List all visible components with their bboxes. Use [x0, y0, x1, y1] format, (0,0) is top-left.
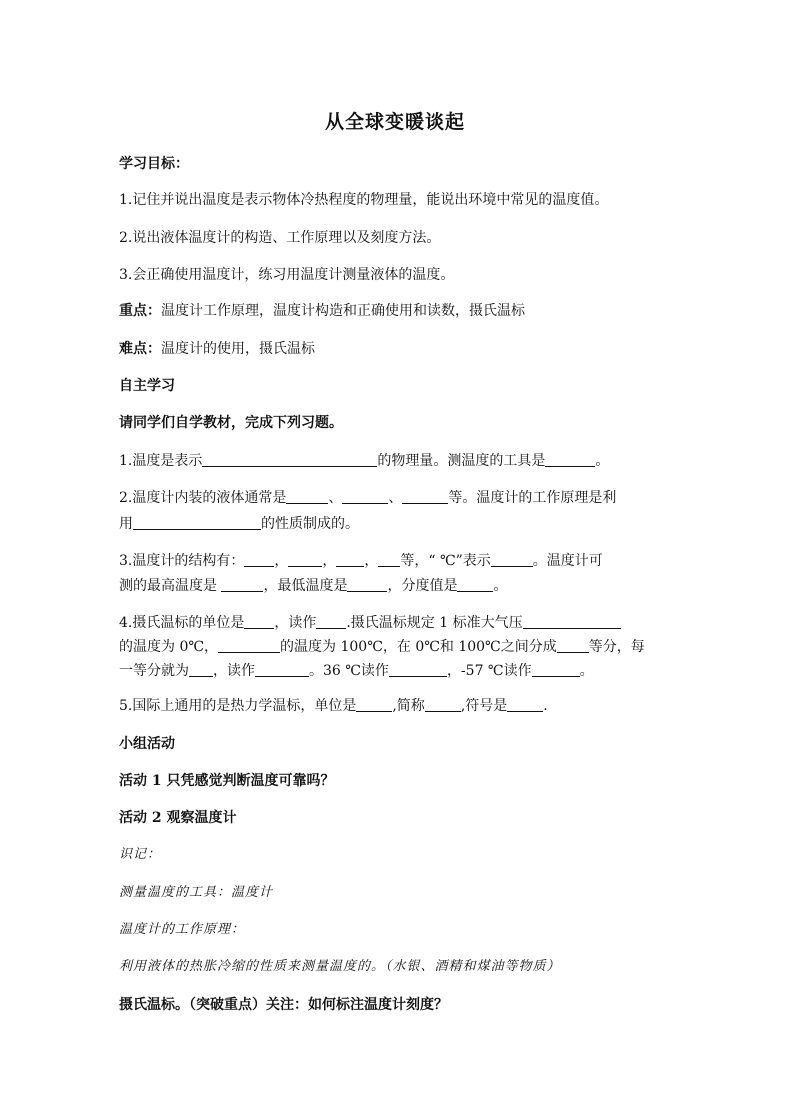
objectives-heading: 学习目标：	[119, 156, 189, 172]
exercise-text: 。36 ℃读作	[309, 663, 389, 679]
answer-blank[interactable]	[523, 613, 621, 629]
notes-principle-label: 温度计的工作原理：	[119, 922, 246, 937]
exercise-text: ，读作	[213, 663, 255, 679]
exercise-4-cont1	[119, 637, 645, 657]
exercise-3	[119, 551, 603, 571]
exercise-text: 、	[328, 490, 343, 506]
answer-blank[interactable]	[545, 451, 595, 467]
exercise-text: 用	[119, 516, 133, 532]
answer-blank[interactable]	[378, 551, 400, 567]
answer-blank[interactable]	[347, 576, 387, 592]
exercise-text: ，	[274, 553, 289, 569]
exercise-text: ,符号是	[460, 698, 508, 714]
exercise-text: 等分，每	[588, 639, 645, 655]
difficult-points-text: 温度计的使用，摄氏温标	[161, 341, 315, 357]
exercise-text: .摄氏温标规定 1 标准大气压	[346, 615, 523, 631]
answer-blank[interactable]	[189, 661, 213, 677]
exercise-text: 、	[388, 490, 403, 506]
exercise-4	[119, 613, 621, 633]
exercise-text: ,简称	[392, 698, 425, 714]
answer-blank[interactable]	[202, 451, 377, 467]
exercise-text: 。	[493, 578, 508, 594]
exercise-text: ，-57 ℃读作	[446, 663, 532, 679]
exercise-text: 5.国际上通用的是热力学温标，单位是	[119, 698, 357, 714]
exercise-2-cont	[119, 514, 359, 534]
answer-blank[interactable]	[389, 661, 447, 677]
key-points	[119, 301, 525, 321]
self-study-heading: 自主学习	[119, 378, 175, 394]
activity-1: 活动 1 只凭感觉判断温度可靠吗？	[119, 773, 335, 789]
exercise-text: ，分度值是	[387, 578, 458, 594]
answer-blank[interactable]	[288, 551, 322, 567]
difficult-points-label: 难点：	[119, 341, 161, 357]
exercise-3-cont	[119, 576, 507, 596]
exercise-text: 。温度计可	[532, 553, 603, 569]
key-points-label: 重点：	[119, 303, 161, 319]
notes-principle: 利用液体的热胀冷缩的性质来测量温度的。（水银、酒精和煤油等物质）	[119, 959, 561, 974]
answer-blank[interactable]	[507, 696, 543, 712]
exercise-text: 的性质制成的。	[261, 516, 359, 532]
key-points-text: 温度计工作原理，温度计构造和正确使用和读数，摄氏温标	[161, 303, 525, 319]
exercise-text: 一等分就为	[119, 663, 189, 679]
exercise-text: 4.摄氏温标的单位是	[119, 615, 245, 631]
objective-item-1: 1.记住并说出温度是表示物体冷热程度的物理量，能说出环境中常见的温度值。	[119, 192, 609, 208]
answer-blank[interactable]	[532, 661, 580, 677]
answer-blank[interactable]	[218, 637, 280, 653]
exercise-text: 。	[595, 453, 610, 469]
exercise-text: 。	[579, 663, 594, 679]
objective-item-2: 2.说出液体温度计的构造、工作原理以及刻度方法。	[119, 230, 441, 246]
exercise-text: 的温度为 0℃，	[119, 639, 219, 655]
self-study-instruction: 请同学们自学教材，完成下列习题。	[119, 415, 343, 431]
exercise-text: 2.温度计内装的液体通常是	[119, 490, 287, 506]
exercise-text: 的温度为 100℃，在 0℃和 100℃之间分成	[280, 639, 557, 655]
exercise-4-cont2	[119, 661, 594, 681]
exercise-text: ，最低温度是	[263, 578, 348, 594]
exercise-text: 等。温度计的工作原理是利	[448, 490, 617, 506]
answer-blank[interactable]	[402, 488, 448, 504]
exercise-1	[119, 451, 609, 471]
activity-2: 活动 2 观察温度计	[119, 810, 237, 826]
page-title: 从全球变暖谈起	[324, 111, 465, 133]
focus-heading: 摄氏温标。（突破重点）关注：如何标注温度计刻度？	[119, 997, 448, 1013]
exercise-text: 1.温度是表示	[119, 453, 203, 469]
exercise-text: 测的最高温度是	[119, 578, 222, 594]
group-heading: 小组活动	[119, 736, 175, 752]
answer-blank[interactable]	[491, 551, 533, 567]
difficult-points	[119, 339, 315, 359]
notes-tool: 测量温度的工具：温度计	[119, 885, 274, 900]
answer-blank[interactable]	[342, 488, 388, 504]
answer-blank[interactable]	[316, 613, 346, 629]
answer-blank[interactable]	[286, 488, 328, 504]
exercise-text: 的物理量。测温度的工具是	[377, 453, 546, 469]
exercise-text: ，读作	[274, 615, 317, 631]
exercise-text: 等，“ ℃”表示	[400, 553, 491, 569]
exercise-text: ，	[322, 553, 337, 569]
answer-blank[interactable]	[557, 637, 589, 653]
answer-blank[interactable]	[255, 661, 309, 677]
answer-blank[interactable]	[425, 696, 461, 712]
answer-blank[interactable]	[221, 576, 263, 592]
exercise-text: ，	[364, 553, 379, 569]
exercise-2	[119, 488, 616, 508]
objective-item-3: 3.会正确使用温度计，练习用温度计测量液体的温度。	[119, 267, 455, 283]
answer-blank[interactable]	[336, 551, 364, 567]
answer-blank[interactable]	[457, 576, 493, 592]
exercise-text: .	[543, 698, 548, 714]
answer-blank[interactable]	[133, 514, 261, 530]
answer-blank[interactable]	[244, 551, 274, 567]
answer-blank[interactable]	[244, 613, 274, 629]
exercise-text: 3.温度计的结构有：	[119, 553, 245, 569]
answer-blank[interactable]	[356, 696, 392, 712]
notes-label: 识记：	[119, 847, 162, 862]
exercise-5	[119, 696, 548, 716]
